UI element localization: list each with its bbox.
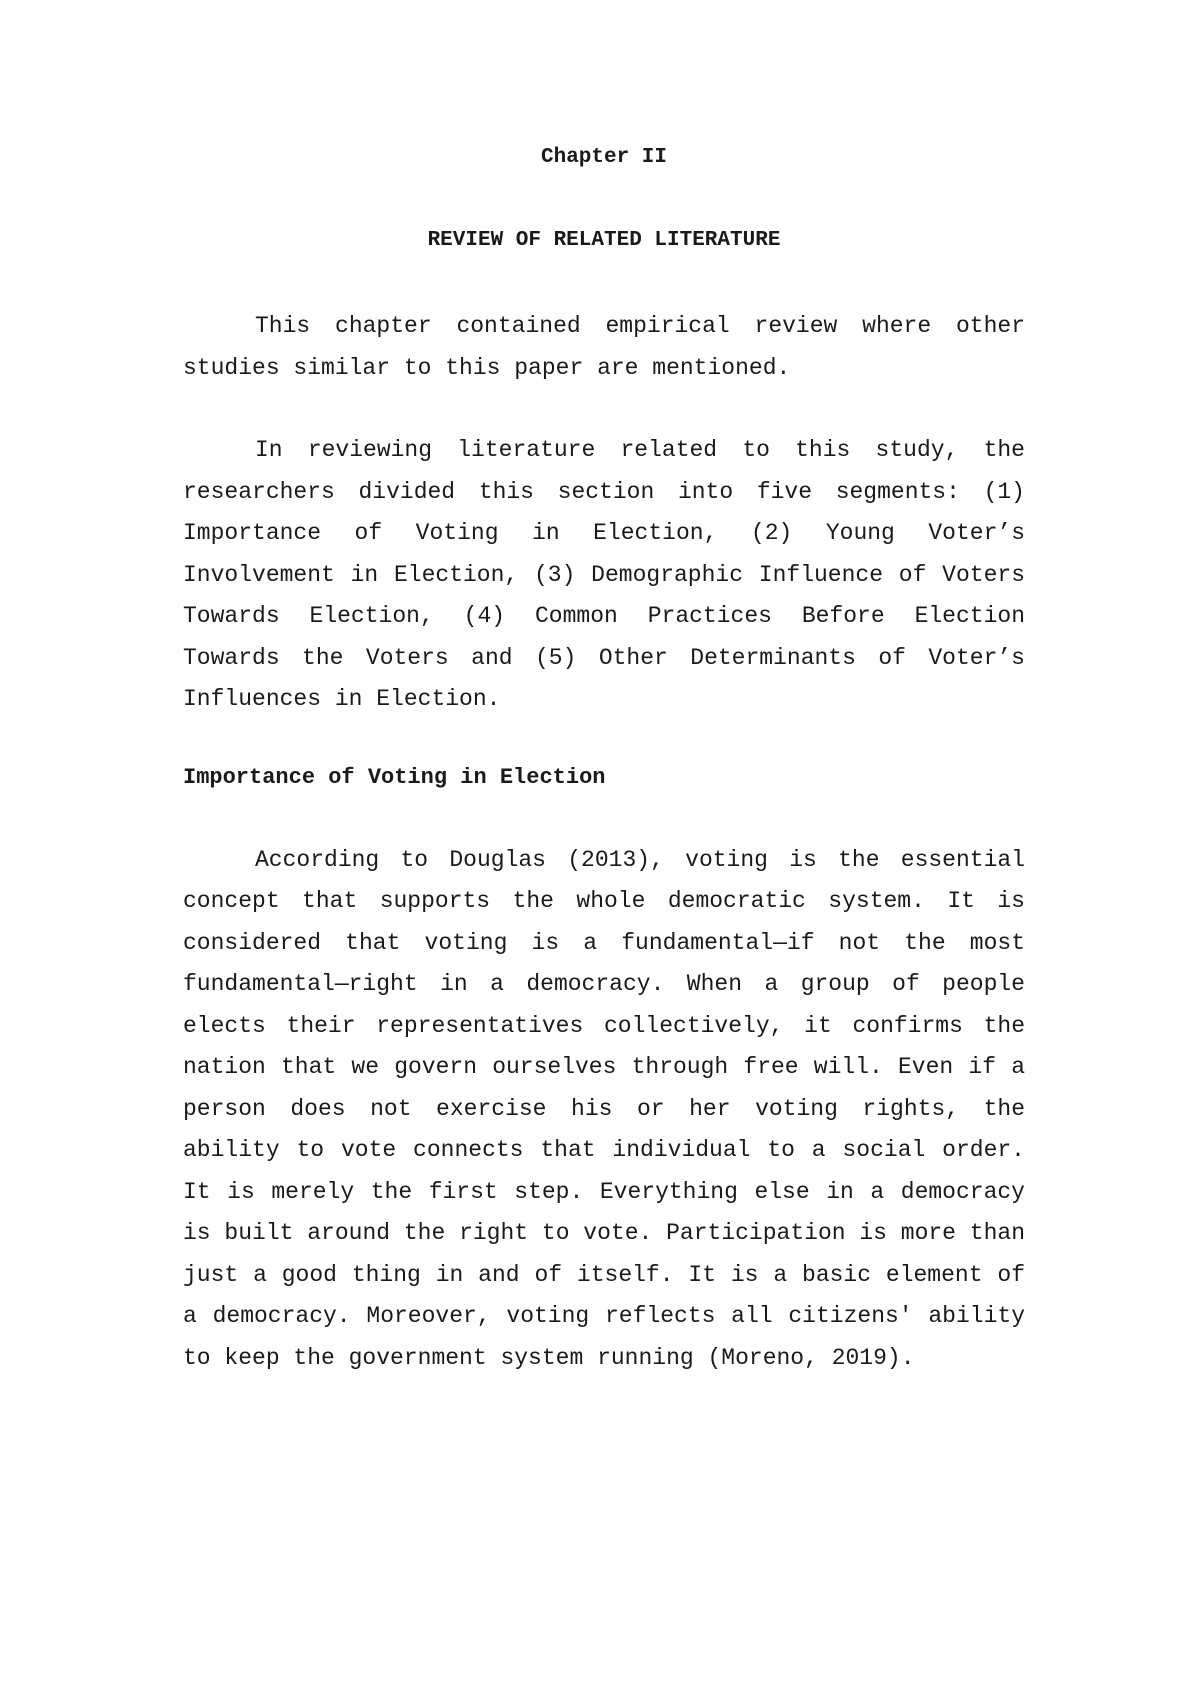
subheading-importance-of-voting: Importance of Voting in Election xyxy=(183,764,606,790)
section-title: REVIEW OF RELATED LITERATURE xyxy=(427,229,781,252)
chapter-title: Chapter II xyxy=(540,146,668,169)
page-content xyxy=(183,140,1025,1379)
segments-paragraph: In reviewing literature related to this study, the researchers divided this section into five segments: (1) Importance of Voting in Election, (2) Young Voter’s Involvement in Election, (3) Demographic Influence of Voters Towards Election, (4) Common Practices Before Election Towards the Voters and (5) Other Determinants of Voter’s Influences in Election. xyxy=(183,437,1025,712)
intro-paragraph: This chapter contained empirical review where other studies similar to this paper are mentioned. xyxy=(183,313,1025,381)
importance-paragraph: According to Douglas (2013), voting is the essential concept that supports the whole democratic system. It is considered that voting is a fundamental—if not the most fundamental—right in a democracy. When a group of people elects their representatives collectively, it confirms the nation that we govern ourselves through free will. Even if a person does not exercise his or her voting rights, the ability to vote connects that individual to a social order. It is merely the first step. Everything else in a democracy is built around the right to vote. Participation is more than just a good thing in and of itself. It is a basic element of a democracy. Moreover, voting reflects all citizens' ability to keep the government system running (Moreno, 2019). xyxy=(183,846,1025,1371)
